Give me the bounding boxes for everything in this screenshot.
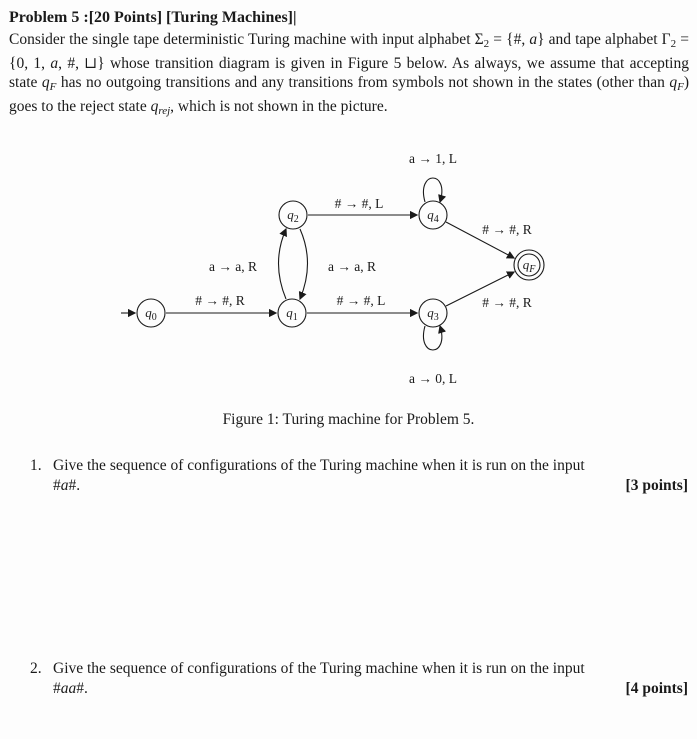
state-label-q4: $q_4$ bbox=[427, 207, 439, 225]
edge-label-q2-q1: a → a, R bbox=[328, 259, 376, 274]
question-1-text: Give the sequence of configurations of the Turing machine when it is run on the input bbox=[53, 457, 585, 474]
state-label-q3: $q_3$ bbox=[427, 305, 439, 323]
question-2-body bbox=[53, 659, 688, 698]
edge-q3-selfloop bbox=[423, 326, 441, 350]
question-1-number: 1. bbox=[30, 457, 42, 474]
state-label-q0: $q_0$ bbox=[145, 305, 157, 323]
state-label-qF: $q_F$ bbox=[522, 257, 536, 275]
edge-label-q1-q3: # → #, L bbox=[336, 293, 386, 308]
edge-q2-q1 bbox=[300, 229, 308, 299]
question-1-input: #a#. bbox=[53, 476, 81, 494]
problem-statement: Consider the single tape deterministic Turing machine with input alphabet $\Sigma_2$ = {#, a} and tape alphabet $\Gamma_2 = \{0$, 1, a, #, ⊔} whose transition diagram is given in Figure 5 below. As always, we assume that accepting state qF has no outgoing transitions and any transitions from symbols not shown in the states (other than qF) goes to the reject state qrej, which is not shown in the picture. bbox=[9, 31, 689, 117]
edge-label-q1-q2: a → a, R bbox=[209, 259, 257, 274]
question-2-line2 bbox=[53, 679, 688, 699]
edge-q4-selfloop bbox=[423, 178, 441, 202]
edge-q1-q2 bbox=[279, 229, 287, 299]
question-2-text: Give the sequence of configurations of the Turing machine when it is run on the input bbox=[53, 660, 585, 677]
edge-label-q0-q1: # → #, R bbox=[195, 293, 245, 308]
question-2-input: #aa#. bbox=[53, 679, 88, 697]
question-2 bbox=[30, 659, 688, 698]
question-1-body bbox=[53, 456, 688, 495]
edge-label-q4-qF: # → #, R bbox=[482, 222, 532, 237]
state-label-q2: $q_2$ bbox=[287, 207, 299, 225]
edge-label-q2-q4: # → #, L bbox=[334, 196, 384, 211]
turing-machine-diagram bbox=[0, 140, 697, 396]
question-2-points: [4 points] bbox=[625, 679, 688, 697]
question-2-number: 2. bbox=[30, 660, 42, 677]
question-1-points: [3 points] bbox=[625, 476, 688, 494]
edge-label-q4-selfloop: a → 1, L bbox=[409, 151, 457, 166]
question-1 bbox=[30, 456, 688, 495]
figure-caption: Figure 1: Turing machine for Problem 5. bbox=[222, 411, 475, 428]
state-label-q1: $q_1$ bbox=[286, 305, 298, 323]
edge-label-q3-qF: # → #, R bbox=[482, 295, 532, 310]
problem-title: Problem 5 :[20 Points] [Turing Machines]| bbox=[9, 9, 297, 26]
edge-label-q3-selfloop: a → 0, L bbox=[409, 371, 457, 386]
question-1-line2 bbox=[53, 476, 688, 496]
